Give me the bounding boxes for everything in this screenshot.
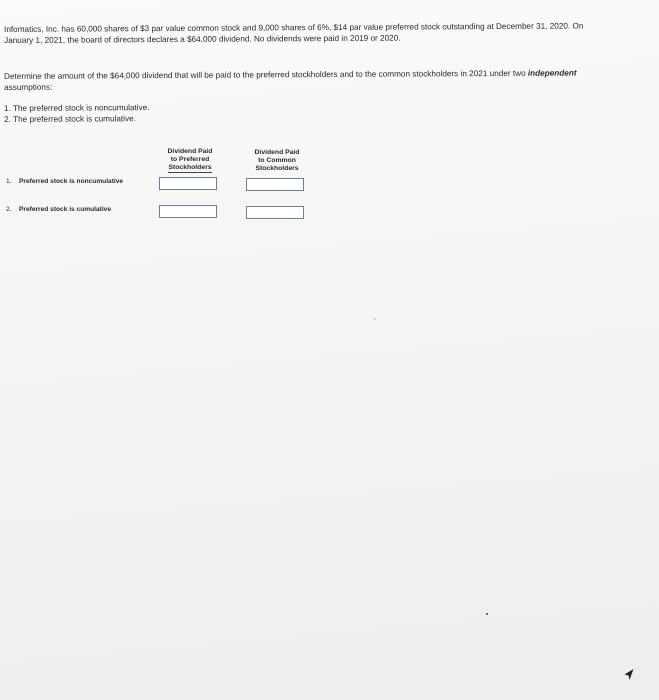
mouse-pointer-icon bbox=[623, 668, 635, 682]
common-dividend-cumulative-input[interactable] bbox=[246, 206, 304, 219]
assumption-item: 1. The preferred stock is noncumulative. bbox=[4, 103, 150, 113]
instructions-text: Determine the amount of the $64,000 dividend that will be paid to the preferred stockholders and to the common stockholders in 2021 under two bbox=[4, 68, 528, 81]
problem-instructions bbox=[4, 68, 604, 93]
assumption-item: 2. The preferred stock is cumulative. bbox=[4, 113, 136, 124]
problem-intro: Infomatics, Inc. has 60,000 shares of $3 par value common stock and 9,000 shares of 6%, $14 par value preferred stock outstanding at December 31, 2020. On January 1, 2021, the board of directors declares a $64,000 dividend. No dividends were paid in 2019 or 2020. bbox=[4, 21, 584, 45]
assumption-list bbox=[4, 103, 150, 125]
column-header-preferred bbox=[150, 148, 230, 173]
instructions-emphasis: independent bbox=[527, 68, 577, 78]
column-header-line: Stockholders bbox=[168, 164, 212, 171]
preferred-dividend-cumulative-input[interactable] bbox=[159, 205, 217, 218]
row-label-text: Preferred stock is noncumulative bbox=[19, 178, 124, 185]
row-label-noncumulative bbox=[6, 178, 123, 185]
column-header-line: Dividend Paid bbox=[167, 148, 213, 155]
column-header-line: Stockholders bbox=[255, 165, 299, 172]
screen-speck bbox=[374, 318, 376, 320]
instructions-text-end: assumptions: bbox=[4, 82, 53, 92]
preferred-dividend-noncumulative-input[interactable] bbox=[159, 177, 217, 190]
row-number: 2. bbox=[6, 206, 12, 213]
column-header-common bbox=[237, 149, 317, 173]
row-label-text: Preferred stock is cumulative bbox=[19, 206, 111, 213]
screen-speck bbox=[486, 613, 488, 615]
column-header-line: to Common bbox=[258, 157, 296, 164]
row-number: 1. bbox=[6, 178, 12, 185]
column-header-line: to Preferred bbox=[170, 156, 210, 163]
column-header-line: Dividend Paid bbox=[254, 149, 300, 156]
row-label-cumulative bbox=[6, 206, 111, 213]
common-dividend-noncumulative-input[interactable] bbox=[246, 178, 304, 191]
